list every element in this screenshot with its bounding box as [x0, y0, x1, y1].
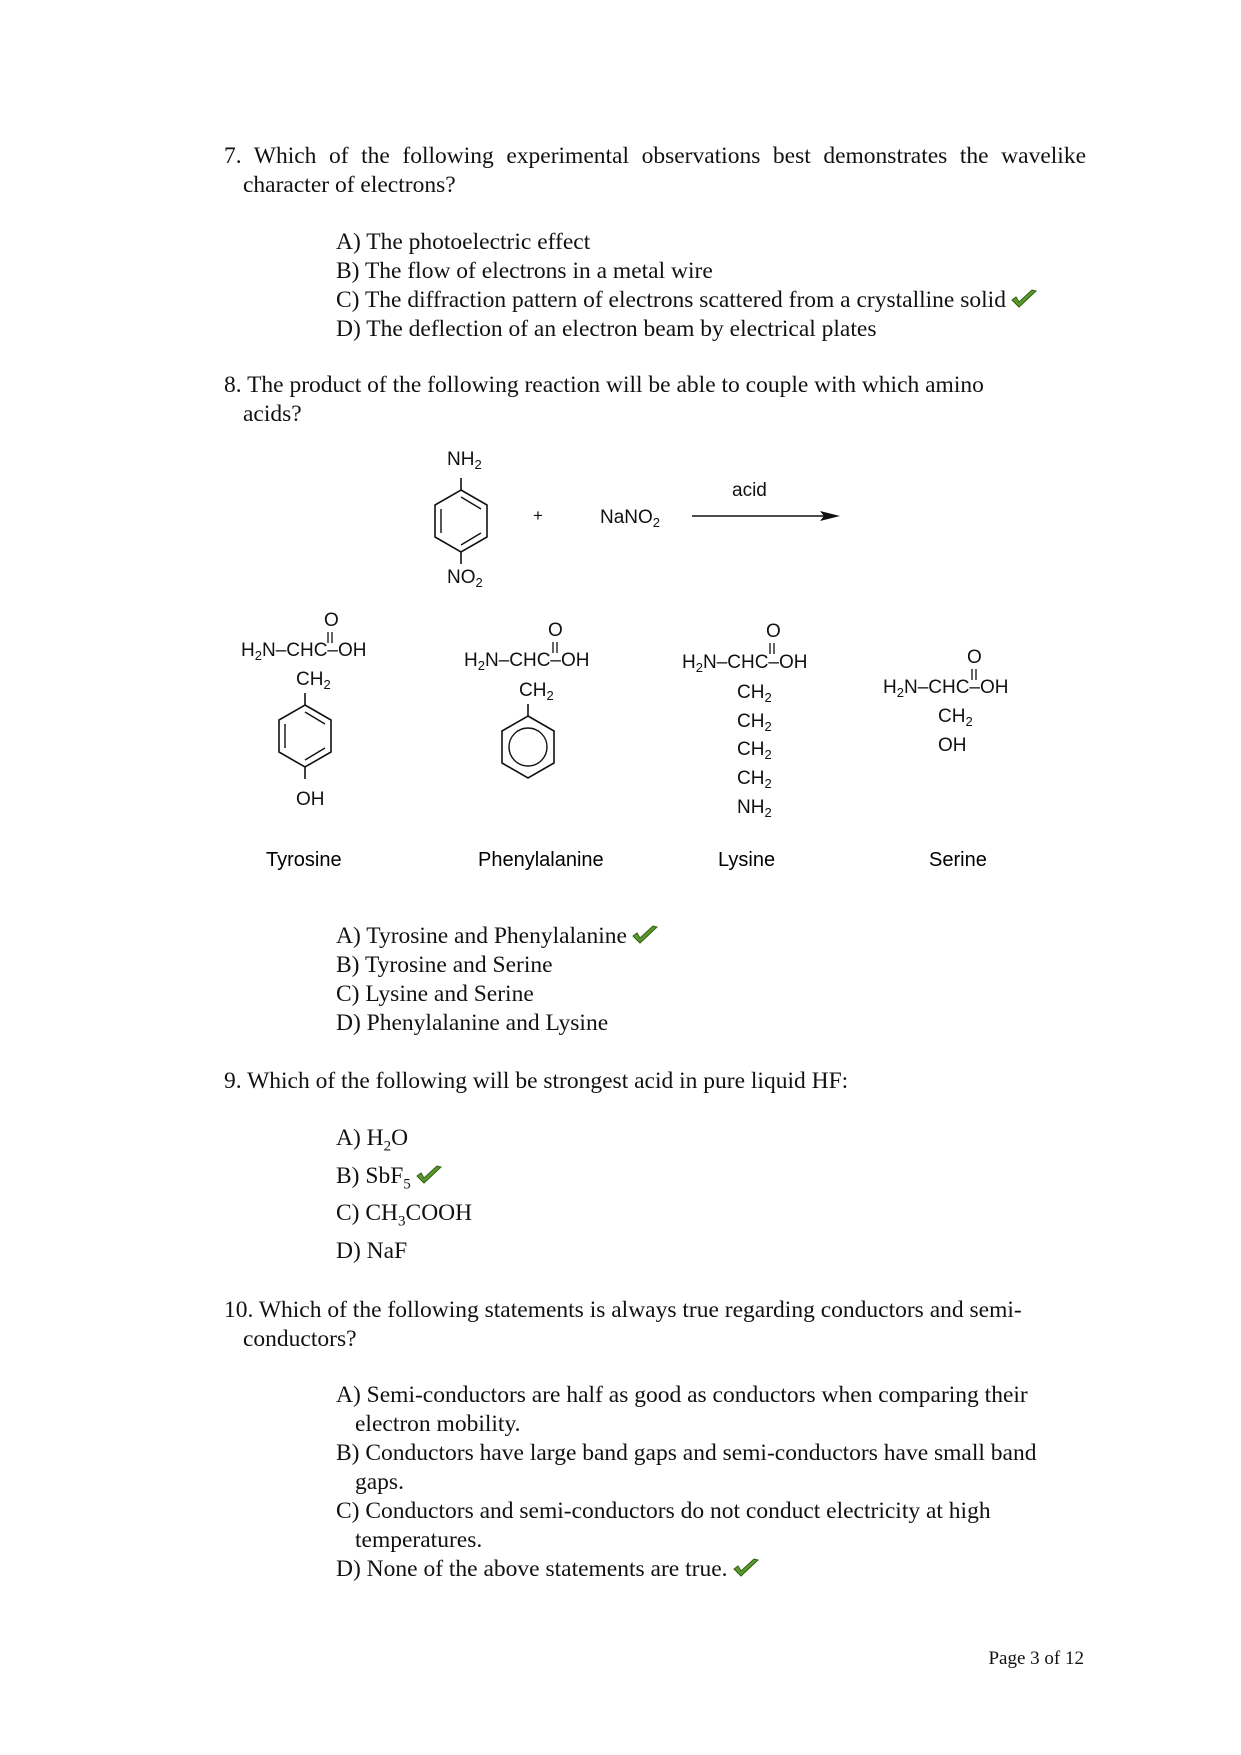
- option-10d[interactable]: [336, 1555, 1088, 1584]
- reaction-plus: +: [533, 506, 543, 525]
- serine-ch2: $CH_2$: [938, 706, 973, 729]
- option-8c-text: C) Lysine and Serine: [336, 981, 534, 1007]
- checkmark-icon: [732, 1557, 760, 1579]
- lysine-ch2-3: $CH_2$: [737, 739, 772, 762]
- lysine-oxygen: O: [766, 621, 781, 642]
- page-number: Page 3 of 12: [988, 1648, 1084, 1669]
- option-7a[interactable]: [336, 228, 1038, 257]
- question-10-stem-line1: 10. Which of the following statements is always true regarding conductors and semi-: [224, 1297, 1022, 1323]
- tyrosine-ch2: $CH_2$: [296, 669, 331, 692]
- reaction-condition: acid: [732, 480, 767, 501]
- phenylalanine-oxygen: O: [548, 620, 563, 641]
- option-8c[interactable]: [336, 980, 659, 1009]
- question-10-stem: [224, 1296, 1084, 1354]
- option-8b-text: B) Tyrosine and Serine: [336, 952, 553, 978]
- reaction-arrow-icon: [692, 508, 842, 524]
- option-8b[interactable]: [336, 951, 659, 980]
- tyrosine-label: Tyrosine: [266, 849, 342, 871]
- phenylalanine-backbone: $H_2N-CHC-OH$: [464, 650, 590, 673]
- question-7-stem: [224, 142, 1084, 200]
- reactant-amino-group: $NH_2$: [447, 449, 482, 472]
- option-10c-text: C) Conductors and semi-conductors do not conduct electricity at high temperatures.: [336, 1498, 991, 1553]
- option-9d[interactable]: D) NaF: [336, 1238, 408, 1265]
- option-8a-text: A) Tyrosine and Phenylalanine: [336, 923, 627, 949]
- option-10b[interactable]: [336, 1439, 1088, 1497]
- tyrosine-backbone: $H_2N-CHC-OH$: [241, 640, 367, 663]
- question-9-stem: 9. Which of the following will be strongest acid in pure liquid HF:: [224, 1068, 849, 1094]
- option-10b-text: B) Conductors have large band gaps and semi-conductors have small band gaps.: [336, 1440, 1037, 1495]
- checkmark-icon: [415, 1164, 443, 1186]
- lysine-label: Lysine: [718, 849, 776, 871]
- nitroaniline-ring: [426, 478, 496, 578]
- option-7b[interactable]: [336, 257, 1038, 286]
- question-7-stem-line2: character of electrons?: [243, 172, 456, 198]
- question-8-stem-line2: acids?: [243, 401, 302, 427]
- phenylalanine-ch2: $CH_2$: [519, 680, 554, 703]
- option-9b[interactable]: B) SbF$_5$: [336, 1162, 472, 1200]
- question-9-options: [336, 1124, 472, 1266]
- option-9a[interactable]: A) $H_2O$: [336, 1125, 409, 1155]
- tyrosine-hydroxyl: OH: [296, 789, 325, 810]
- phenylalanine-label: Phenylalanine: [478, 849, 604, 871]
- serine-backbone: $H_2N-CHC-OH$: [883, 677, 1009, 700]
- tyrosine-oxygen: O: [324, 610, 339, 631]
- option-10d-text: D) None of the above statements are true.: [336, 1556, 728, 1582]
- lysine-ch2-1: $CH_2$: [737, 682, 772, 705]
- option-8d-text: D) Phenylalanine and Lysine: [336, 1010, 609, 1036]
- option-8a[interactable]: [336, 922, 659, 951]
- reagent-nano2: NaNO$_2$: [600, 507, 661, 530]
- option-8d[interactable]: [336, 1009, 659, 1038]
- serine-hydroxyl: OH: [938, 735, 967, 756]
- option-10c[interactable]: [336, 1497, 1088, 1555]
- question-7-options: [336, 228, 1038, 344]
- lysine-amine: $NH_2$: [737, 797, 772, 820]
- question-8-options: [336, 922, 659, 1038]
- option-10a-text: A) Semi-conductors are half as good as conductors when comparing their electron mobility.: [336, 1382, 1028, 1437]
- lysine-ch2-2: $CH_2$: [737, 711, 772, 734]
- checkmark-icon: [1010, 288, 1038, 310]
- question-8-stem-line1: 8. The product of the following reaction will be able to couple with which amino: [224, 372, 984, 398]
- option-7d[interactable]: [336, 315, 1038, 344]
- phenylalanine-ring: [493, 704, 563, 794]
- question-7-stem-line1: 7. Which of the following experimental observations best demonstrates the wavelike: [224, 143, 1086, 169]
- tyrosine-ring: [270, 693, 340, 793]
- option-7b-text: B) The flow of electrons in a metal wire: [336, 258, 713, 284]
- checkmark-icon: [631, 924, 659, 946]
- reactant-nitro-group: $NO_2$: [447, 567, 483, 590]
- option-7c-text: C) The diffraction pattern of electrons scattered from a crystalline solid: [336, 287, 1006, 313]
- serine-label: Serine: [929, 849, 987, 871]
- option-9c[interactable]: C) $CH_3COOH$: [336, 1200, 473, 1231]
- option-10a[interactable]: [336, 1381, 1088, 1439]
- lysine-ch2-4: $CH_2$: [737, 768, 772, 791]
- serine-oxygen: O: [967, 647, 982, 668]
- question-8-stem: [224, 371, 1084, 429]
- option-7a-text: A) The photoelectric effect: [336, 229, 591, 255]
- option-7d-text: D) The deflection of an electron beam by electrical plates: [336, 316, 877, 342]
- lysine-backbone: $H_2N-CHC-OH$: [682, 652, 808, 675]
- option-7c[interactable]: [336, 286, 1038, 315]
- question-10-stem-line2: conductors?: [243, 1326, 357, 1352]
- question-10-options: [336, 1381, 1088, 1584]
